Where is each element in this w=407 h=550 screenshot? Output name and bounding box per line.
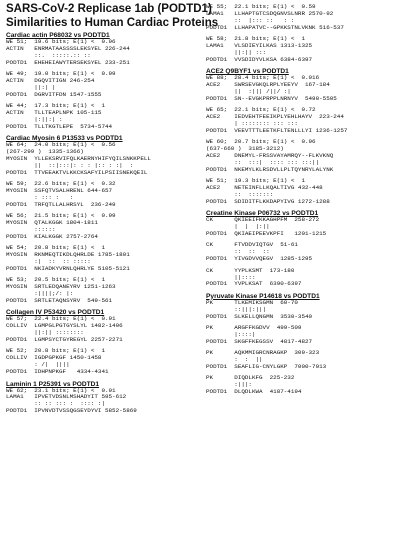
- alignment-line: |::::|: [206, 331, 256, 338]
- alignment-line: ||:|| ::::::::: [6, 330, 84, 337]
- alignment-line: PODTD1 NKEMYLKLRSDVLLPLTQYNRYLALYNK: [206, 166, 334, 173]
- alignment-line: PODTD1 SKGFFKEGSSV 4817-4827: [206, 338, 313, 345]
- document-subtitle: Similarities to Human Cardiac Proteins: [6, 17, 219, 29]
- alignment-line: PODTD1 SEAFLIG-CNYLGKP 7000-7013: [206, 363, 327, 370]
- alignment-line: CK FTVDDVIQTGV 51-61: [206, 242, 298, 249]
- alignment-line: PODTD1 QKIAEIPEEVKPFI 1201-1215: [206, 231, 327, 238]
- alignment-line: :|||:: [206, 382, 252, 389]
- alignment-line: LAMA1 IPVETVDSNLMSHADYIT 595-612: [6, 394, 127, 401]
- alignment-line: PODTD1 SLKELLQNGMN 3530-3540: [206, 313, 313, 320]
- alignment-line: PODTD1 EHEHEIAWYTERSEKSYEL 233-251: [6, 59, 130, 66]
- alignment-line: PODTD1 VVSDIDYVLKSA 6384-6397: [206, 56, 313, 63]
- alignment-line: PODTD1 SRTLETAQNSYRV 549-561: [6, 298, 113, 304]
- alignment-line: PODTD1 IPVNVDTVSSQGSEYDYVI 5852-5869: [6, 408, 137, 415]
- alignment-line: WE 52; 20.8 bits; E(1) < 1: [6, 348, 105, 355]
- alignment-line: WE 56; 21.5 bits; E(1) < 0.99: [6, 213, 116, 220]
- alignment-block: [206, 139, 404, 173]
- alignment-line: PODTD1 YIVGDVVQEGV 1285-1295: [206, 256, 313, 263]
- alignment-line: WE 44; 17.3 bits; E(1) < 1: [6, 103, 105, 110]
- alignment-line: ACTIN ENRMATAASSSSLEKSYEL 226-244: [6, 45, 130, 52]
- section-title: Laminin 1 P25391 vs PODTD1: [6, 380, 100, 388]
- alignment-line: :: :: ::: [206, 249, 270, 256]
- alignment-line: ACTIN TLLTEAPLNPK 105-115: [6, 110, 102, 117]
- alignment-block: [6, 245, 206, 273]
- alignment-line: :: :::::::: [206, 191, 274, 198]
- alignment-line: WE 51; 19.3 bits; E(1) < 1: [206, 178, 305, 185]
- alignment-block: [6, 213, 206, 241]
- alignment-line: ::|||:|||: [206, 306, 267, 313]
- alignment-line: MYOSIN SSFQTVSALHRENL 644-657: [6, 188, 113, 195]
- alignment-line: ::::::: [6, 226, 56, 233]
- alignment-line: PODTD1 IDHPNPKGF 4334-4341: [6, 369, 109, 376]
- alignment-line: PK ARGFFKGDVV 499-509: [206, 324, 302, 331]
- alignment-line: :| :: :: :::::: [6, 259, 91, 266]
- alignment-block: [6, 181, 206, 209]
- alignment-block: [206, 178, 404, 206]
- alignment-block: [206, 36, 404, 64]
- alignment-line: ACE2 SWRSEVGKQLRPLYEEYV 167-184: [206, 82, 330, 89]
- alignment-block: [206, 107, 404, 135]
- alignment-line: PODTD1 VEEVTTTLEETKFLTENLLLYI 1236-1257: [206, 127, 348, 134]
- alignment-line: :||||;/: |:: [6, 291, 74, 298]
- alignment-line: :: |::: :: : :: [206, 17, 295, 24]
- alignment-line: PODTD1 KIALKGGK 2757-2764: [6, 233, 98, 240]
- alignment-line: WE 55; 22.1 bits; E(1) < 0.59: [206, 4, 316, 10]
- alignment-line: PODTD1 SN--EVGKPRPPLNRNYV 5490-5505: [206, 95, 337, 102]
- alignment-line: ::. :::::.:: ::: [6, 52, 91, 59]
- alignment-line: MYOSIN YLLEKSRVIFQLKAERNYHIFYQILSNKKPELL: [6, 155, 151, 162]
- alignment-line: ACE2 IEDVEHTFEEIKPLYEHLHAYV 223-244: [206, 114, 344, 121]
- alignment-line: WE 57; 22.4 bits; E(1) < 0.91: [6, 316, 116, 323]
- alignment-line: COLLIV LGMPGLPGTGYSLYL 1482-1496: [6, 323, 123, 330]
- alignment-line: :: :: ::: : :::: :|: [6, 401, 105, 408]
- alignment-line: PODTD1 TLLTKGTLEPE 5734-5744: [6, 123, 113, 130]
- alignment-line: PODTD1 LGMPSYCTGYREGYL 2257-2271: [6, 337, 123, 344]
- alignment-line: PODTD1 LLHAPATVC--GPKKSTNLVKNK 516-537: [206, 24, 344, 31]
- alignment-block: [6, 348, 206, 376]
- alignment-line: || ::|:::|: : : |:: : :| :: [6, 162, 134, 169]
- alignment-block: [6, 316, 206, 344]
- alignment-line: ACTIN DGQVITIGN 246-254: [6, 77, 95, 84]
- alignment-block: [206, 242, 404, 263]
- alignment-line: PK AQKMMIGRCNRAGKP 309-323: [206, 350, 320, 357]
- alignment-block: [206, 75, 404, 103]
- alignment-line: LAMA1 LLHAPTGTCSDQGNVSLNRR 2570-92: [206, 10, 334, 17]
- alignment-line: |:||:| :: [6, 116, 63, 123]
- alignment-block: [6, 277, 206, 305]
- section-title: Creatine Kinase P06732 vs PODTD1: [206, 210, 319, 218]
- left-column: [6, 31, 206, 420]
- alignment-line: PODTD1 DGRVITFDN 1547-1555: [6, 91, 102, 98]
- alignment-line: WE 58; 21.8 bits; E(1) < 1: [206, 36, 305, 43]
- alignment-block: [206, 217, 404, 238]
- alignment-line: ||:| |: [6, 84, 56, 91]
- alignment-line: ACE2 DNEMYL-FRSSVAYAMRQY--FLKVKNQ: [206, 153, 334, 160]
- alignment-line: : : ||: [206, 357, 263, 364]
- section-title: Cardiac Myosin 6 P13533 vs PODTD1: [6, 135, 123, 143]
- alignment-block: [206, 268, 404, 289]
- alignment-line: ||:|| :::: [206, 49, 267, 56]
- alignment-line: | | |:||: [206, 224, 270, 231]
- alignment-line: WE 49; 19.0 bits; E(1) < 0.99: [6, 71, 116, 78]
- alignment-line: CK YYPLKSMT 173-180: [206, 267, 295, 274]
- alignment-line: PODTD1 NKIADKYVRNLQHRLYE 5105-5121: [6, 265, 130, 272]
- alignment-line: PODTD1 YVPLKSAT 6390-6397: [206, 281, 302, 288]
- alignment-line: :: :::| :::: ::: :::||: [206, 159, 320, 166]
- alignment-line: PODTD1 TTVEEAKTVLKKCKSAFYILPSIISNEKQEIL: [6, 169, 148, 176]
- alignment-line: WE 54; 20.8 bits; E(1) < 1: [6, 245, 105, 252]
- alignment-line: : /| ||||: [6, 362, 70, 369]
- alignment-line: COLLIV IGDPGPKGF 1450-1458: [6, 355, 102, 362]
- section-title: Pyruvate Kinase P14618 vs PODTD1: [206, 292, 320, 300]
- alignment-line: CK QKIEEIFKKAGHPFM 258-272: [206, 217, 320, 224]
- right-column: [206, 4, 404, 400]
- alignment-block: [206, 375, 404, 396]
- alignment-line: : ::: : :: [6, 194, 74, 201]
- alignment-line: ACE2 NETEINFLLKQALTIVG 432-448: [206, 185, 323, 192]
- alignment-block: [6, 142, 206, 176]
- alignment-line: PODTD1 SDIDITFLKKDAPYIVG 1272-1288: [206, 198, 330, 205]
- alignment-block: [206, 325, 404, 346]
- alignment-line: ||::::: [206, 274, 256, 281]
- alignment-line: WE 51; 19.6 bits; E(1) < 0.96: [6, 39, 116, 45]
- alignment-line: LAMA1 VLSDIEYILKAS 1313-1325: [206, 42, 313, 49]
- alignment-block: [206, 4, 404, 32]
- alignment-line: PK DIQDLKFG 225-232: [206, 375, 295, 382]
- alignment-line: MYOSIN RKNMEQTIKDLQHRLDE 1785-1801: [6, 252, 130, 259]
- alignment-block: [6, 71, 206, 99]
- section-title: Cardiac actin P68032 vs PODTD1: [6, 32, 110, 39]
- alignment-line: WE 62; 23.1 bits; E(1) < 0.91: [6, 387, 116, 394]
- alignment-line: PK TLKEMIKSGMN 60-70: [206, 299, 298, 306]
- section-title: ACE2 Q9BYF1 vs PODTD1: [206, 68, 289, 76]
- alignment-line: PODTD1 DLQDLKWA 4187-4194: [206, 389, 302, 396]
- alignment-line: (267-299 ) 1335-1366): [6, 149, 84, 156]
- alignment-line: WE 59; 22.6 bits; E(1) < 0.32: [6, 181, 116, 188]
- alignment-block: [206, 350, 404, 371]
- alignment-line: (637-660 ) 3185-3212): [206, 146, 284, 153]
- alignment-line: WE 65; 22.1 bits; E(1) < 0.72: [206, 107, 316, 114]
- alignment-block: [6, 103, 206, 131]
- alignment-line: WE 53; 20.5 bits; E(1) < 1: [6, 277, 105, 284]
- alignment-block: [6, 39, 206, 67]
- document-title: SARS-CoV-2 Replicase 1ab (PODTD1): [6, 3, 212, 15]
- alignment-block: [6, 388, 206, 416]
- alignment-block: [206, 300, 404, 321]
- alignment-line: WE 88; 28.4 bits; E(1) < 0.016: [206, 75, 320, 82]
- alignment-line: || :||| /||/ :|: [206, 88, 291, 95]
- alignment-line: PODTD1 TRFQTLLALHRSYL 236-249: [6, 201, 116, 208]
- section-title: Collagen IV P53420 vs PODTD1: [6, 309, 105, 317]
- alignment-line: | :::::::: ::: :::: [206, 120, 298, 127]
- alignment-line: WE 64; 24.0 bits; E(1) < 0.56: [6, 142, 116, 149]
- alignment-line: MYOSIN QTALKGGK 1804-1811: [6, 220, 98, 227]
- alignment-line: MYOSIN SRTLEDQANEYRV 1251-1263: [6, 284, 116, 291]
- alignment-line: WE 60; 20.7 bits; E(1) < 0.96: [206, 139, 316, 146]
